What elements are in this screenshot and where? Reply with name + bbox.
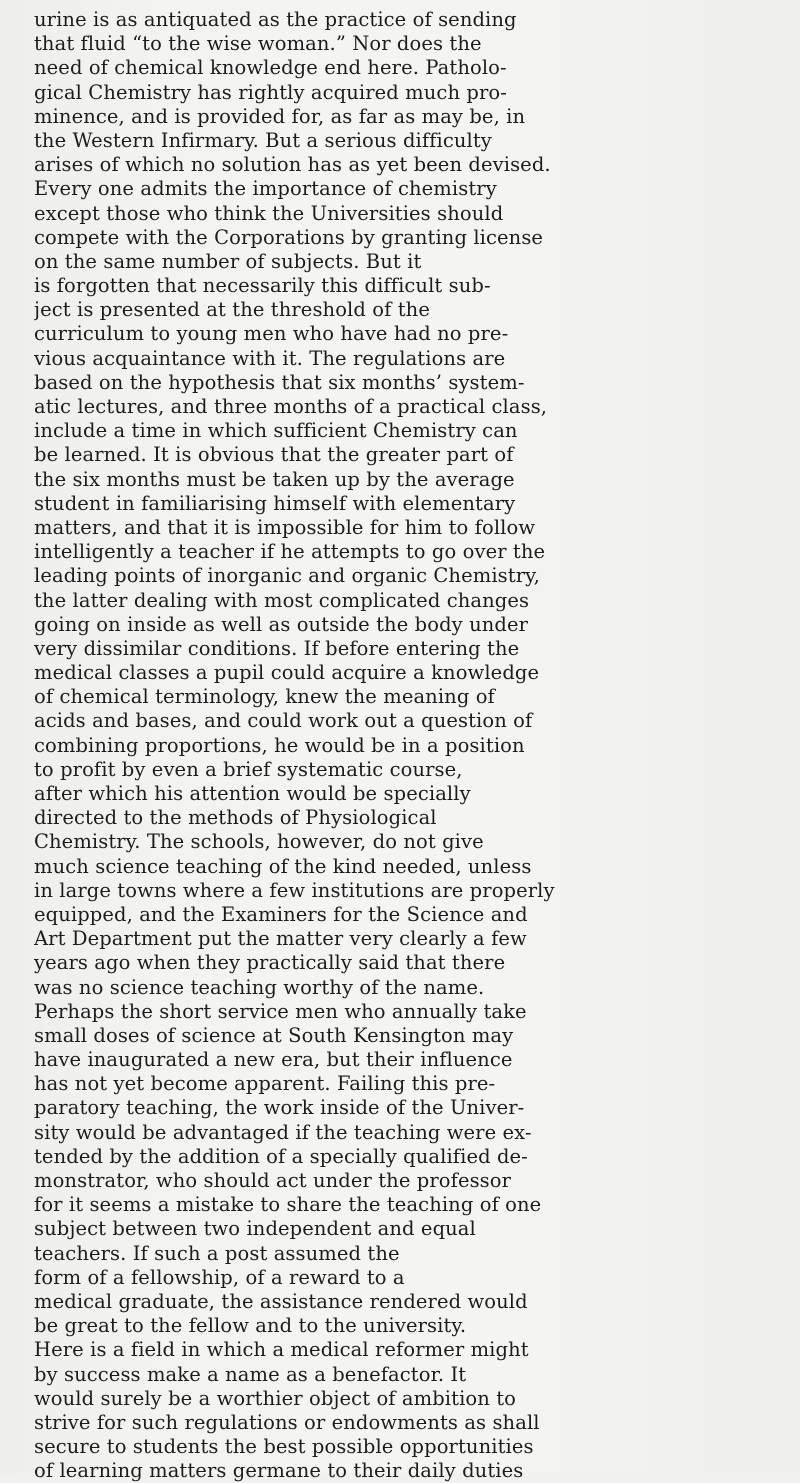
text-line: tended by the addition of a specially qualified de- <box>34 1144 528 1168</box>
text-line: paratory teaching, the work inside of the Univer- <box>34 1096 525 1120</box>
text-line: based on the hypothesis that six months’ system- <box>34 370 525 394</box>
text-line: form of a fellowship, of a reward to a <box>34 1265 405 1289</box>
text-line: that fluid “to the wise woman.” Nor does the <box>34 32 482 56</box>
text-line: medical graduate, the assistance rendered would <box>34 1289 528 1313</box>
text-line: leading points of inorganic and organic Chemistry, <box>34 564 540 588</box>
text-line: arises of which no solution has as yet been devised. <box>34 153 551 177</box>
text-line: to profit by even a brief systematic course, <box>34 757 463 781</box>
text-line: on the same number of subjects. But it <box>34 249 422 273</box>
text-line: minence, and is provided for, as far as may be, in <box>34 104 526 128</box>
text-line: have inaugurated a new era, but their influence <box>34 1048 513 1072</box>
text-line: after which his attention would be specially <box>34 782 471 805</box>
text-line: the latter dealing with most complicated changes <box>34 588 530 612</box>
text-line: Here is a field in which a medical reformer might <box>34 1338 529 1362</box>
text-line: atic lectures, and three months of a practical class, <box>34 395 548 418</box>
text-line: of chemical terminology, knew the meaning of <box>34 685 495 709</box>
text-line: monstrator, who should act under the professor <box>34 1169 512 1192</box>
text-line: has not yet become apparent. Failing this pre- <box>34 1072 496 1096</box>
text-line: much science teaching of the kind needed, unless <box>34 854 532 878</box>
text-line: directed to the methods of Physiological <box>34 806 437 830</box>
text-line: by success make a name as a benefactor. It <box>34 1362 467 1386</box>
text-line: intelligently a teacher if he attempts to go over the <box>34 540 546 564</box>
text-line: the six months must be taken up by the average <box>34 467 515 491</box>
text-line: going on inside as well as outside the body under <box>34 612 529 636</box>
text-line: equipped, and the Examiners for the Science and <box>34 902 528 926</box>
text-line: for it seems a mistake to share the teaching of one <box>34 1193 542 1217</box>
text-line: student in familiarising himself with elementary <box>34 491 516 515</box>
text-line: compete with the Corporations by granting license <box>34 225 544 249</box>
text-line: vious acquaintance with it. The regulations are <box>34 346 506 370</box>
text-line: very dissimilar conditions. If before entering the <box>34 636 520 660</box>
text-line: strive for such regulations or endowments as shall <box>34 1410 540 1434</box>
text-line: medical classes a pupil could acquire a knowledge <box>34 661 540 685</box>
text-line: was no science teaching worthy of the name. <box>34 975 485 999</box>
text-line: need of chemical knowledge end here. Patholo- <box>34 56 507 80</box>
text-line: secure to students the best possible opportunities <box>34 1435 534 1459</box>
text-line: acids and bases, and could work out a question of <box>34 709 533 733</box>
text-line: urine is as antiquated as the practice of sending <box>34 8 517 31</box>
text-line: years ago when they practically said that there <box>34 951 506 975</box>
text-line: matters, and that it is impossible for him to follow <box>34 515 536 539</box>
text-line: teachers. If such a post assumed the <box>34 1241 400 1265</box>
text-line: subject between two independent and equal <box>34 1217 476 1241</box>
text-line: except those who think the Universities should <box>34 201 504 225</box>
text-line: of learning matters germane to their daily duties <box>34 1459 524 1483</box>
text-line: Art Department put the matter very clearly a few <box>34 927 527 951</box>
text-line: is forgotten that necessarily this difficult sub- <box>34 274 491 298</box>
text-line: Every one admits the importance of chemistry <box>34 177 497 201</box>
text-line: curriculum to young men who have had no pre- <box>34 322 509 346</box>
text-line: combining proportions, he would be in a position <box>34 733 525 757</box>
text-line: be learned. It is obvious that the greater part of <box>34 443 514 467</box>
text-line: sity would be advantaged if the teaching were ex- <box>34 1120 532 1144</box>
text-line: include a time in which sufficient Chemistry can <box>34 419 518 443</box>
text-line: in large towns where a few institutions are properly <box>34 878 555 902</box>
text-line: Chemistry. The schools, however, do not give <box>34 830 484 854</box>
text-line: would surely be a worthier object of ambition to <box>34 1386 516 1410</box>
text-line: gical Chemistry has rightly acquired much pro- <box>34 80 507 104</box>
text-line: small doses of science at South Kensington may <box>34 1023 514 1047</box>
text-line: be great to the fellow and to the university. <box>34 1314 467 1338</box>
text-line: Perhaps the short service men who annually take <box>34 999 527 1023</box>
text-line: ject is presented at the threshold of the <box>34 298 430 322</box>
text-column <box>34 8 694 1483</box>
text-line: the Western Infirmary. But a serious difficulty <box>34 128 492 152</box>
